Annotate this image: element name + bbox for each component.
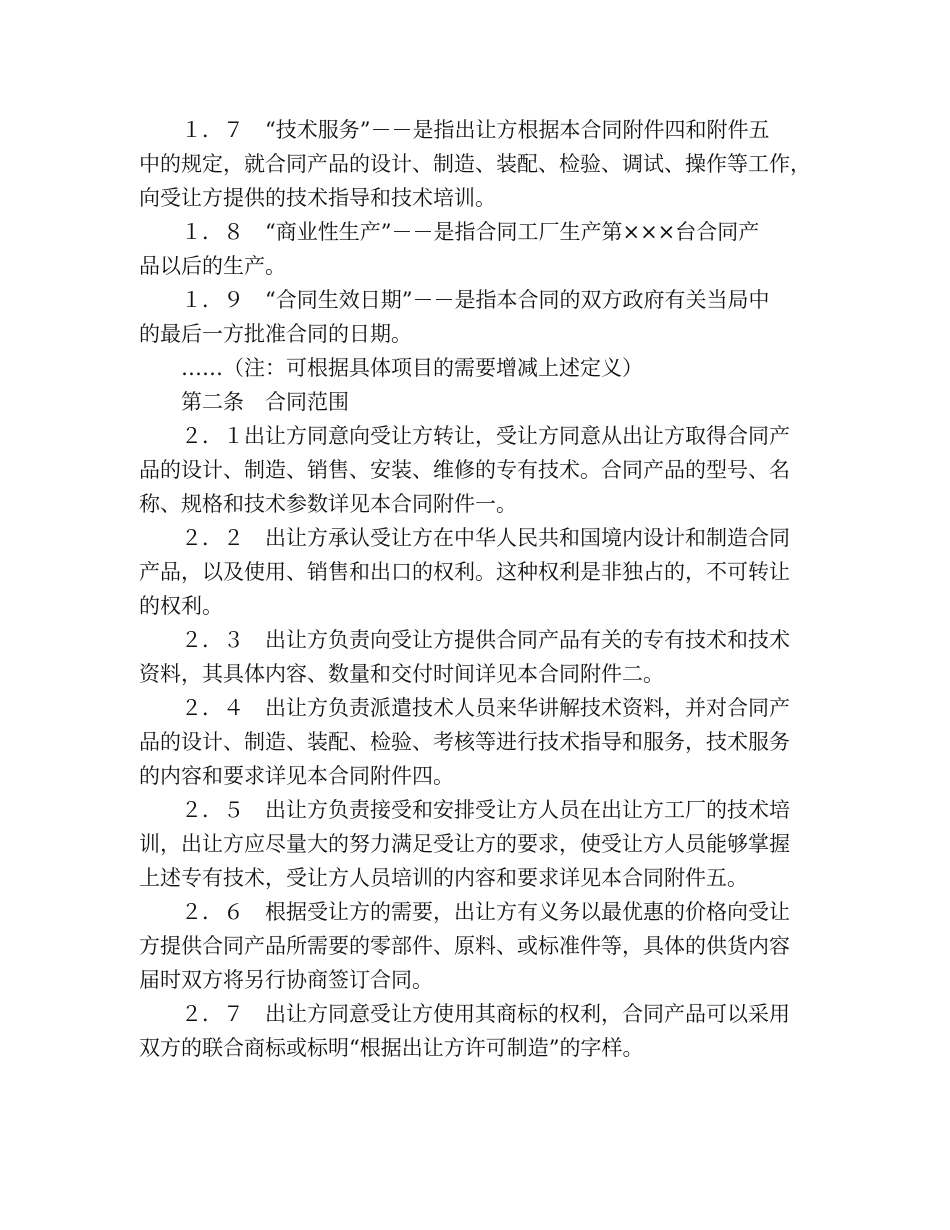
article-2-heading: 第二条 合同范围	[181, 390, 349, 414]
clause-1-7-line-1: １．７ “技术服务”－－是指出让方根据本合同附件四和附件五	[181, 118, 770, 142]
clause-1-9-line-2: 的最后一方批准合同的日期。	[139, 322, 412, 346]
clause-2-2-line-2: 产品，以及使用、销售和出口的权利。这种权利是非独占的，不可转让	[139, 560, 790, 584]
clause-2-5-line-1: ２．５ 出让方负责接受和安排受让方人员在出让方工厂的技术培	[181, 798, 790, 822]
clause-2-4-line-2: 品的设计、制造、装配、检验、考核等进行技术指导和服务，技术服务	[139, 730, 790, 754]
clause-2-7-line-1: ２．７ 出让方同意受让方使用其商标的权利，合同产品可以采用	[181, 1002, 790, 1026]
clause-1-7-line-3: 向受让方提供的技术指导和技术培训。	[139, 186, 496, 210]
clause-2-6-line-1: ２．６ 根据受让方的需要，出让方有义务以最优惠的价格向受让	[181, 900, 790, 924]
clause-2-6-line-2: 方提供合同产品所需要的零部件、原料、或标准件等，具体的供货内容	[139, 934, 790, 958]
clause-2-3-line-2: 资料，其具体内容、数量和交付时间详见本合同附件二。	[139, 662, 664, 686]
clause-2-4-line-1: ２．４ 出让方负责派遣技术人员来华讲解技术资料，并对合同产	[181, 696, 790, 720]
document-page	[139, 113, 819, 1065]
clause-2-5-line-2: 训，出让方应尽量大的努力满足受让方的要求，使受让方人员能够掌握	[139, 832, 790, 856]
clause-1-8-line-1: １．８ “商业性生产”－－是指合同工厂生产第×××台合同产	[181, 220, 760, 244]
clause-2-2-line-1: ２．２ 出让方承认受让方在中华人民共和国境内设计和制造合同	[181, 526, 790, 550]
clause-2-1-line-2: 品的设计、制造、销售、安装、维修的专有技术。合同产品的型号、名	[139, 458, 790, 482]
clause-2-7-line-2: 双方的联合商标或标明“根据出让方许可制造”的字样。	[139, 1036, 644, 1060]
clause-2-5-line-3: 上述专有技术，受让方人员培训的内容和要求详见本合同附件五。	[139, 866, 748, 890]
clause-1-9-line-1: １．９ “合同生效日期”－－是指本合同的双方政府有关当局中	[181, 288, 770, 312]
clause-2-3-line-1: ２．３ 出让方负责向受让方提供合同产品有关的专有技术和技术	[181, 628, 790, 652]
clause-1-7-line-2: 中的规定，就合同产品的设计、制造、装配、检验、调试、操作等工作，	[139, 152, 811, 176]
definition-note: ……（注：可根据具体项目的需要增减上述定义）	[181, 356, 643, 380]
clause-1-8-line-2: 品以后的生产。	[139, 254, 286, 278]
clause-2-1-line-1: ２．１出让方同意向受让方转让，受让方同意从出让方取得合同产	[181, 424, 790, 448]
clause-2-1-line-3: 称、规格和技术参数详见本合同附件一。	[139, 492, 517, 516]
clause-2-4-line-3: 的内容和要求详见本合同附件四。	[139, 764, 454, 788]
clause-2-2-line-3: 的权利。	[139, 594, 223, 618]
clause-2-6-line-3: 届时双方将另行协商签订合同。	[139, 968, 433, 992]
